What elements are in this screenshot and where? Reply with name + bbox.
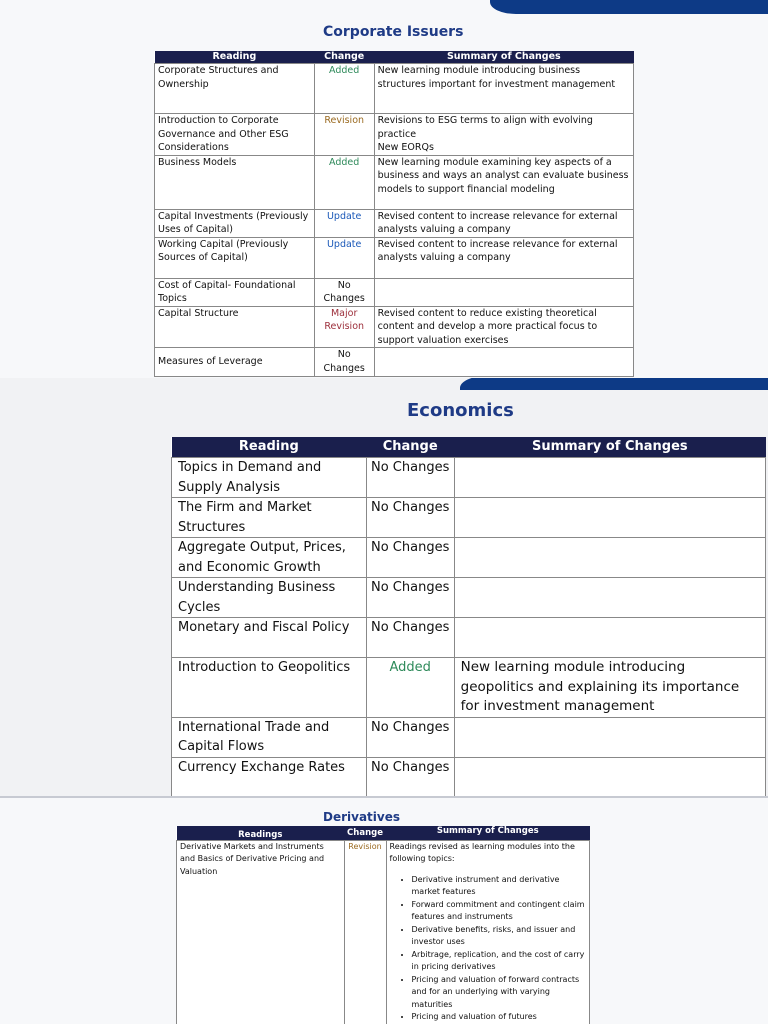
- change-cell: Revision: [344, 840, 386, 1024]
- change-cell: Added: [314, 155, 374, 209]
- corporate-header-summary: Summary of Changes: [374, 51, 633, 64]
- economics-header-summary: Summary of Changes: [454, 437, 765, 458]
- summary-cell: [454, 498, 765, 538]
- table-row: [172, 458, 766, 498]
- economics-header-reading: Reading: [172, 437, 367, 458]
- summary-cell: [454, 458, 765, 498]
- reading-cell: Introduction to Geopolitics: [172, 658, 367, 718]
- economics-table: [171, 437, 766, 796]
- summary-line: Revisions to ESG terms to align with evolving practice: [377, 115, 593, 140]
- change-cell: No Changes: [366, 498, 454, 538]
- list-item: • Derivative instrument and derivative market features: [412, 874, 587, 899]
- corporate-title: Corporate Issuers: [323, 24, 464, 40]
- reading-cell: Derivative Markets and Instruments and Basics of Derivative Pricing and Valuation: [177, 840, 345, 1024]
- table-row: [172, 658, 766, 718]
- change-cell: No Changes: [366, 578, 454, 618]
- change-cell: Revision: [314, 114, 374, 156]
- derivatives-header-summary: Summary of Changes: [386, 826, 590, 840]
- change-cell: Added: [314, 64, 374, 114]
- table-row: [172, 618, 766, 658]
- summary-intro: Readings revised as learning modules into the following topics:: [389, 841, 575, 863]
- table-row: [155, 306, 634, 348]
- summary-cell: New learning module introducing business structures important for investment management: [374, 64, 633, 114]
- change-cell: No Changes: [314, 348, 374, 377]
- summary-cell: Revised content to increase relevance for external analysts valuing a company: [374, 209, 633, 237]
- reading-cell: Understanding Business Cycles: [172, 578, 367, 618]
- summary-cell: Revised content to increase relevance for external analysts valuing a company: [374, 237, 633, 278]
- section-divider: [0, 796, 768, 798]
- table-row: [172, 717, 766, 757]
- reading-cell: Cost of Capital- Foundational Topics: [155, 278, 315, 306]
- list-item: • Pricing and valuation of futures: [412, 1011, 587, 1024]
- derivatives-header-change: Change: [344, 826, 386, 840]
- change-cell: No Changes: [366, 538, 454, 578]
- summary-cell: New learning module examining key aspects of a business and ways an analyst can evaluate business models to support financial modeling: [374, 155, 633, 209]
- change-cell: No Changes: [366, 458, 454, 498]
- reading-cell: Business Models: [155, 155, 315, 209]
- reading-cell: Capital Structure: [155, 306, 315, 348]
- reading-cell: Working Capital (Previously Sources of Capital): [155, 237, 315, 278]
- reading-cell: Topics in Demand and Supply Analysis: [172, 458, 367, 498]
- summary-cell: [374, 348, 633, 377]
- change-cell: No Changes: [366, 717, 454, 757]
- summary-cell: [454, 757, 765, 796]
- table-row: [155, 278, 634, 306]
- change-cell: No Changes: [366, 618, 454, 658]
- corporate-table: [154, 51, 634, 377]
- derivatives-table: [176, 826, 590, 1024]
- change-cell: No Changes: [314, 278, 374, 306]
- table-row: [155, 209, 634, 237]
- list-item: • Pricing and valuation of forward contracts and for an underlying with varying maturities: [412, 974, 587, 1012]
- reading-cell: The Firm and Market Structures: [172, 498, 367, 538]
- economics-title: Economics: [407, 400, 514, 421]
- reading-cell: Capital Investments (Previously Uses of Capital): [155, 209, 315, 237]
- list-item: • Derivative benefits, risks, and issuer and investor uses: [412, 924, 587, 949]
- summary-cell: [374, 114, 633, 156]
- economics-header-change: Change: [366, 437, 454, 458]
- derivatives-section: [0, 796, 768, 1024]
- reading-cell: Introduction to Corporate Governance and Other ESG Considerations: [155, 114, 315, 156]
- change-cell: Update: [314, 209, 374, 237]
- table-row: [155, 64, 634, 114]
- reading-cell: International Trade and Capital Flows: [172, 717, 367, 757]
- reading-cell: Aggregate Output, Prices, and Economic Growth: [172, 538, 367, 578]
- table-row: [155, 348, 634, 377]
- summary-cell: [386, 840, 590, 1024]
- summary-cell: New learning module introducing geopolitics and explaining its importance for investment management: [454, 658, 765, 718]
- reading-cell: Currency Exchange Rates: [172, 757, 367, 796]
- reading-cell: Monetary and Fiscal Policy: [172, 618, 367, 658]
- economics-section: [0, 378, 768, 796]
- reading-cell: Corporate Structures and Ownership: [155, 64, 315, 114]
- derivatives-title: Derivatives: [323, 810, 401, 824]
- change-cell: Update: [314, 237, 374, 278]
- table-row: [155, 237, 634, 278]
- change-cell: No Changes: [366, 757, 454, 796]
- table-row: [172, 538, 766, 578]
- change-cell: Added: [366, 658, 454, 718]
- list-item: • Arbitrage, replication, and the cost of carry in pricing derivatives: [412, 949, 587, 974]
- summary-cell: [454, 618, 765, 658]
- summary-cell: [374, 278, 633, 306]
- summary-cell: [454, 717, 765, 757]
- corporate-header-band: [490, 0, 768, 14]
- summary-cell: [454, 578, 765, 618]
- table-row: [155, 155, 634, 209]
- table-row: [172, 578, 766, 618]
- corporate-header-change: Change: [314, 51, 374, 64]
- list-item: • Forward commitment and contingent claim features and instruments: [412, 899, 587, 924]
- table-row: [172, 757, 766, 796]
- table-row: [155, 114, 634, 156]
- table-row: [172, 498, 766, 538]
- summary-cell: Revised content to reduce existing theoretical content and develop a more practical focus to support valuation exercises: [374, 306, 633, 348]
- corporate-issuers-section: [0, 0, 768, 378]
- reading-cell: Measures of Leverage: [155, 348, 315, 377]
- summary-cell: [454, 538, 765, 578]
- derivatives-header-reading: Readings: [177, 826, 345, 840]
- change-cell: Major Revision: [314, 306, 374, 348]
- topic-list: [390, 874, 587, 1024]
- corporate-header-reading: Reading: [155, 51, 315, 64]
- summary-line: New EORQs: [377, 142, 434, 153]
- table-row: [177, 840, 590, 1024]
- economics-header-band: [460, 378, 768, 390]
